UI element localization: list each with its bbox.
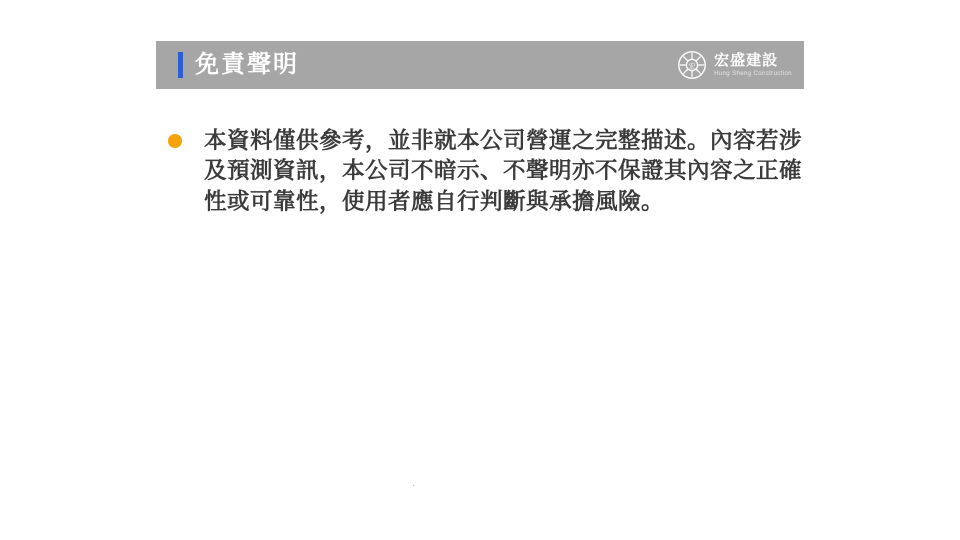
title-accent-bar	[178, 52, 183, 78]
page-title: 免責聲明	[195, 51, 299, 78]
svg-text:宏: 宏	[688, 62, 696, 71]
disclaimer-paragraph: 本資料僅供參考，並非就本公司營運之完整描述。內容若涉及預測資訊，本公司不暗示、不聲明亦不保證其內容之正確性或可靠性，使用者應自行判斷與承擔風險。	[204, 128, 803, 214]
company-emblem-icon	[677, 50, 707, 80]
company-name-cn: 宏盛建設	[714, 52, 779, 69]
slide-header-bar	[156, 41, 804, 89]
disclaimer-bullet-item	[168, 126, 808, 217]
bullet-dot-icon	[168, 134, 182, 148]
company-logo	[677, 50, 792, 80]
company-name-en: Hung Sheng Construction	[714, 71, 792, 77]
footer-mark: .	[412, 477, 416, 489]
company-logo-text	[714, 53, 792, 77]
